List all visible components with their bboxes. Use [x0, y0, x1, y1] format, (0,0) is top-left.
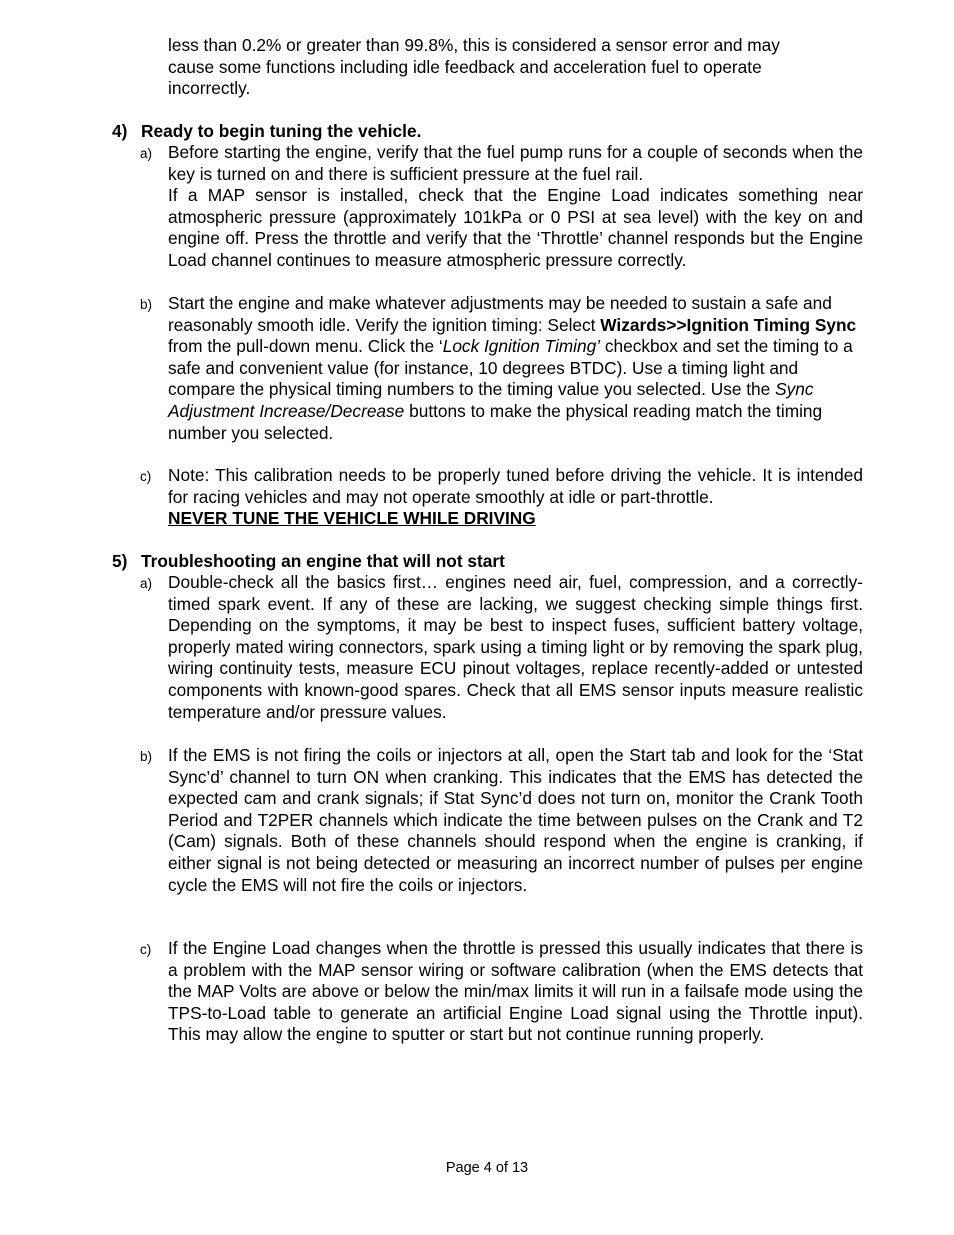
intro-line: cause some functions including idle feedback and acceleration fuel to operate	[168, 56, 762, 77]
section-4-number: 4)	[112, 121, 128, 141]
section-4-heading	[112, 121, 421, 143]
item-4a-paragraph	[168, 142, 863, 272]
intro-line: incorrectly.	[168, 78, 251, 99]
driving-warning: NEVER TUNE THE VEHICLE WHILE DRIVING	[168, 508, 536, 529]
item-4a-text-1: Before starting the engine, verify that the fuel pump runs for a couple of seconds when the key is turned on and there is sufficient pressure at the fuel rail.	[168, 142, 863, 184]
item-5c-marker: c)	[140, 942, 152, 957]
item-5c-text: If the Engine Load changes when the throttle is pressed this usually indicates that there is a problem with the MAP sensor wiring or software calibration (when the EMS detects that the MAP Volts are above or below the min/max limits it will run in a failsafe mode using the TPS-to-Load table to generate an artificial Engine Load signal using the Throttle input). This may allow the engine to sputter or start but not continue running properly.	[168, 938, 863, 1045]
item-4b-text-3: checkbox and set the timing to a safe and convenient value (for instance, 10 degrees BTDC). Use a timing light and compare the physical timing numbers to the timing value you selected. Use the	[168, 336, 853, 400]
item-5a-text: Double-check all the basics first… engines need air, fuel, compression, and a correctly-timed spark event. If any of these are lacking, we suggest checking simple things first. Depending on the symptoms, it may be best to inspect fuses, sufficient battery voltage, properly mated wiring connectors, spark using a timing light or by removing the spark plug, wiring continuity tests, measure ECU pinout voltages, replace recently-added or untested components with known-good spares. Check that all EMS sensor inputs measure realistic temperature and/or pressure values.	[168, 572, 863, 722]
item-4a-text-2: If a MAP sensor is installed, check that the Engine Load indicates something near atmospheric pressure (approximately 101kPa or 0 PSI at sea level) with the key on and engine off. Press the throttle and verify that the ‘Throttle’ channel responds but the Engine Load channel continues to measure atmospheric pressure correctly.	[168, 185, 863, 270]
intro-line: less than 0.2% or greater than 99.8%, this is considered a sensor error and may	[168, 35, 780, 55]
checkbox-name: Lock Ignition Timing’	[442, 336, 601, 357]
section-5-number: 5)	[112, 551, 128, 571]
item-4c-paragraph	[168, 465, 863, 530]
intro-paragraph	[168, 35, 863, 100]
item-5b-text: If the EMS is not firing the coils or injectors at all, open the Start tab and look for the ‘Stat Sync’d’ channel to turn ON when cranking. This indicates that the EMS has detected the expected cam and crank signals; if Stat Sync’d does not turn on, monitor the Crank Tooth Period and T2PER channels which indicate the time between pulses on the Crank and T2 (Cam) signals. Both of these channels should respond when the engine is cranking, if either signal is not being detected or measuring an incorrect number of pulses per engine cycle the EMS will not fire the coils or injectors.	[168, 745, 863, 895]
menu-path: Wizards>>Ignition Timing Sync	[600, 314, 857, 335]
item-5b-marker: b)	[140, 749, 153, 764]
section-5-heading	[112, 551, 505, 573]
item-5b-paragraph	[168, 745, 863, 896]
page-number: Page 4 of 13	[445, 1160, 529, 1176]
section-4-title: Ready to begin tuning the vehicle.	[141, 121, 422, 141]
item-4b-text-4: buttons to make the physical reading match the timing number you selected.	[168, 400, 823, 443]
item-5c-paragraph	[168, 938, 863, 1046]
button-names: Sync Adjustment Increase/Decrease	[168, 379, 814, 421]
item-5a-marker: a)	[140, 576, 153, 591]
item-4b-text-2: from the pull-down menu. Click the ‘	[168, 336, 443, 357]
item-4c-text: Note: This calibration needs to be properly tuned before driving the vehicle. It is intended for racing vehicles and may not operate smoothly at idle or part-throttle.	[168, 465, 863, 507]
item-5a-paragraph	[168, 572, 863, 723]
item-4b-text-1: Start the engine and make whatever adjustments may be needed to sustain a safe and reasonably smooth idle. Verify the ignition timing: Select	[168, 293, 832, 335]
item-4a-marker: a)	[140, 146, 153, 161]
item-4b-marker: b)	[140, 297, 153, 312]
section-5-title: Troubleshooting an engine that will not start	[141, 551, 505, 571]
item-4c-marker: c)	[140, 469, 152, 484]
item-4b-paragraph	[168, 293, 863, 444]
